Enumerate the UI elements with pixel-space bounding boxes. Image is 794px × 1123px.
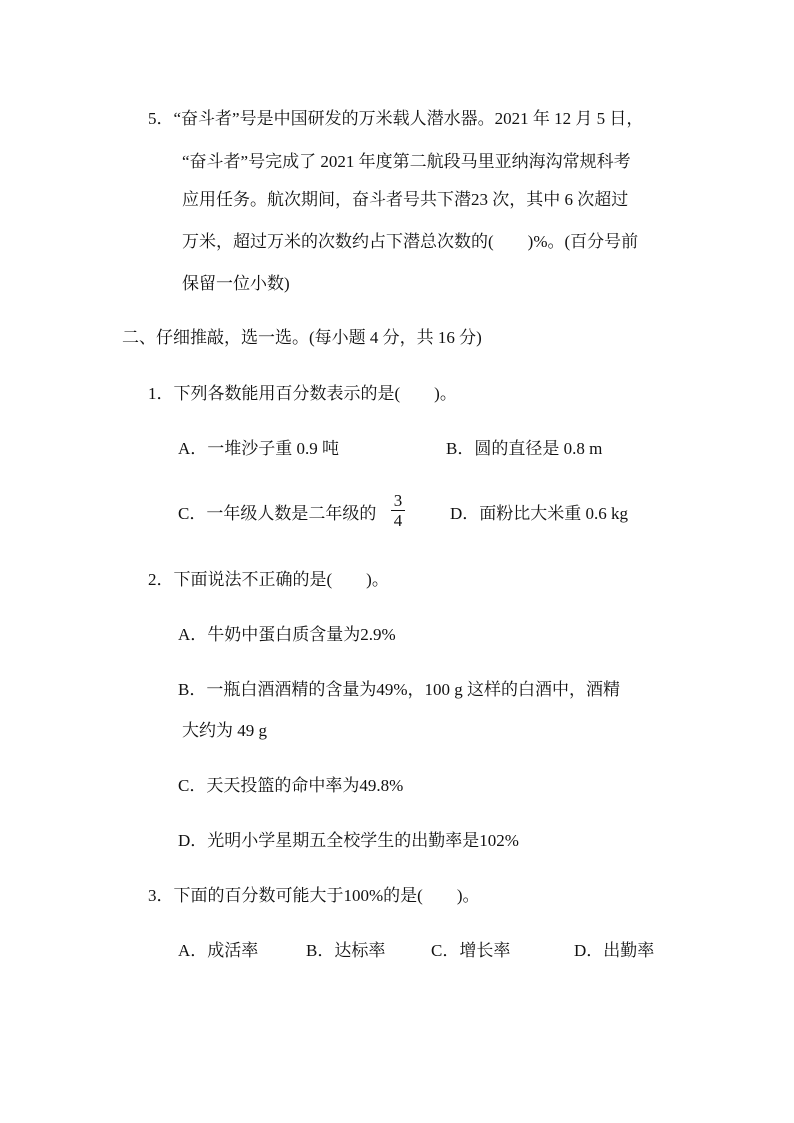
- q5-line-5: 保留一位小数): [182, 274, 290, 293]
- fraction-numerator: 3: [393, 491, 403, 510]
- q5-line-3: 应用任务。航次期间，奋斗者号共下潜23 次，其中 6 次超过: [182, 190, 629, 209]
- mc1-stem: 1．下列各数能用百分数表示的是( )。: [148, 384, 457, 403]
- mc3-option-d: D．出勤率: [574, 941, 655, 960]
- mc3-option-b: B．达标率: [306, 941, 386, 960]
- q5-line-1: 5．“奋斗者”号是中国研发的万米载人潜水器。2021 年 12 月 5 日，: [148, 109, 644, 128]
- mc2-option-b-line-2: 大约为 49 g: [182, 721, 267, 740]
- mc3-option-a: A．成活率: [178, 941, 259, 960]
- mc2-option-b-line-1: B．一瓶白酒酒精的含量为49%，100 g 这样的白酒中，酒精: [178, 680, 620, 699]
- mc1-option-c-fraction: [391, 492, 405, 529]
- mc1-option-b: B．圆的直径是 0.8 m: [446, 439, 603, 458]
- mc2-option-c: C．天天投篮的命中率为49.8%: [178, 776, 404, 795]
- q5-line-4: 万米，超过万米的次数约占下潜总次数的( )%。(百分号前: [182, 232, 639, 251]
- mc2-option-d: D．光明小学星期五全校学生的出勤率是102%: [178, 831, 519, 850]
- mc3-stem: 3．下面的百分数可能大于100%的是( )。: [148, 886, 480, 905]
- mc1-option-d: D．面粉比大米重 0.6 kg: [450, 504, 629, 523]
- mc3-option-c: C．增长率: [431, 941, 511, 960]
- fraction-denominator: 4: [393, 511, 403, 530]
- mc1-option-c: C．一年级人数是二年级的: [178, 504, 377, 523]
- section-heading: 二、仔细推敲，选一选。(每小题 4 分，共 16 分): [122, 328, 482, 347]
- mc2-option-a: A．牛奶中蛋白质含量为2.9%: [178, 625, 396, 644]
- q5-line-2: “奋斗者”号完成了 2021 年度第二航段马里亚纳海沟常规科考: [182, 152, 631, 171]
- mc1-option-a: A．一堆沙子重 0.9 吨: [178, 439, 340, 458]
- mc2-stem: 2．下面说法不正确的是( )。: [148, 570, 389, 589]
